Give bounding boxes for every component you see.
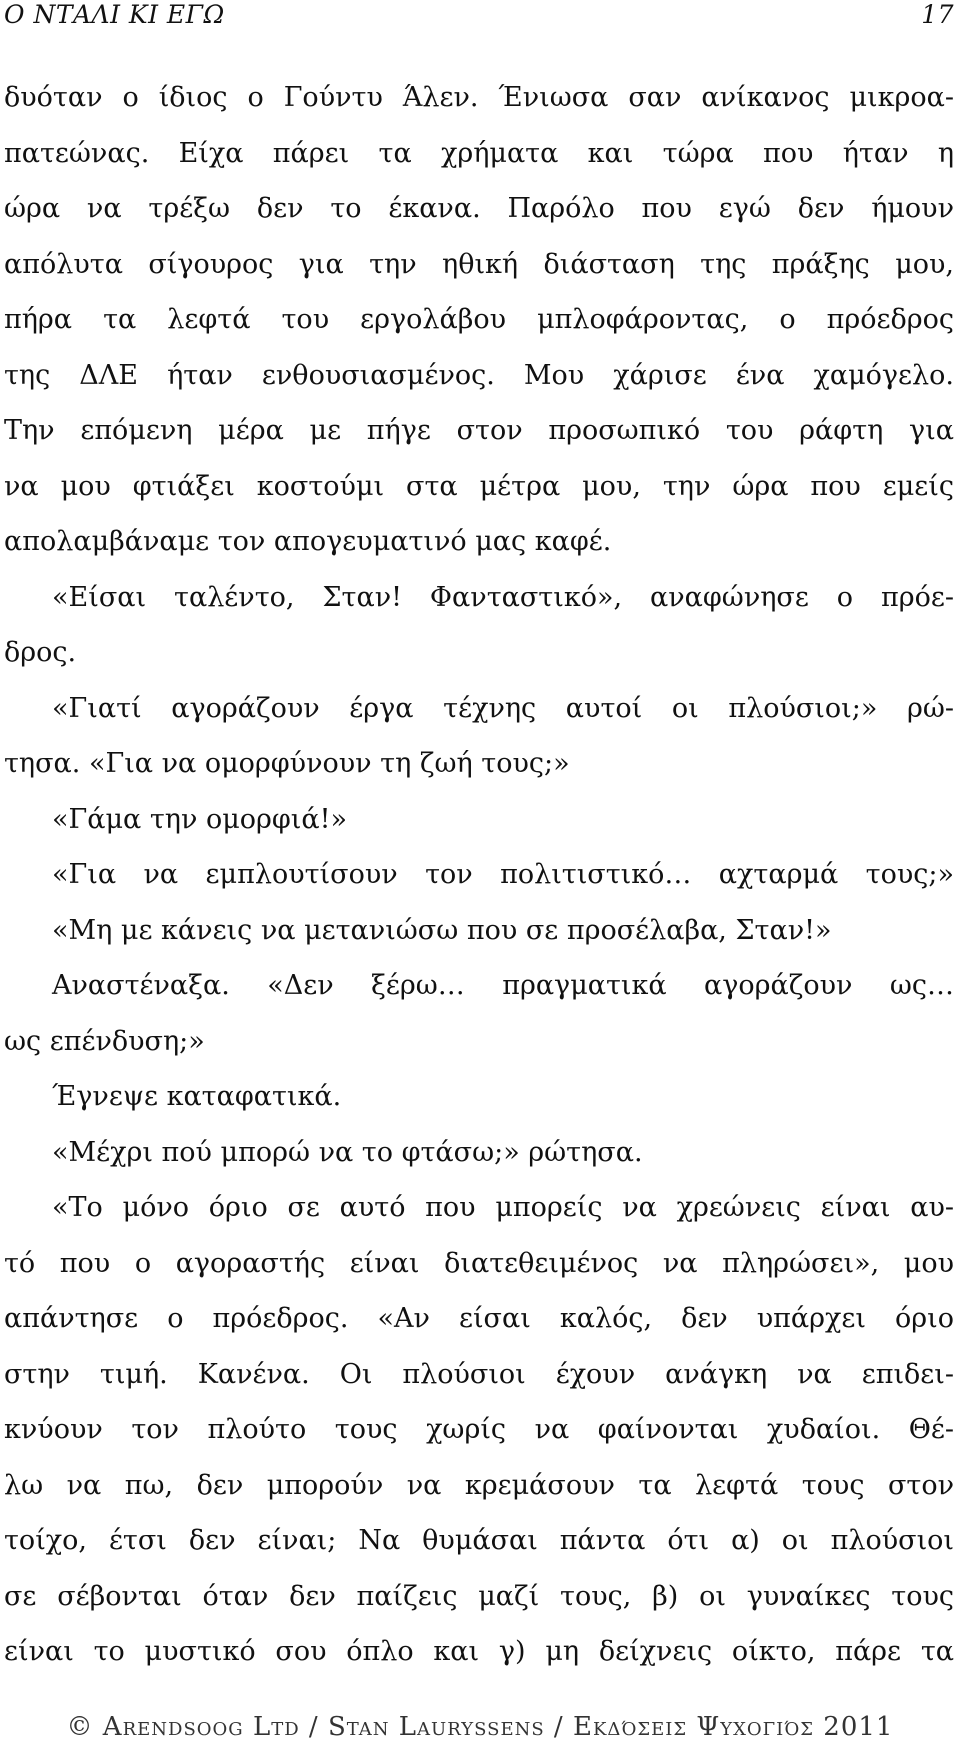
text-line: πατεώνας. Είχα πάρει τα χρήματα και τώρα που ήταν η xyxy=(4,137,954,169)
running-head-title: Ο ΝΤΑΛΙ ΚΙ ΕΓΩ xyxy=(4,0,225,29)
text-line: τό που ο αγοραστής είναι διατεθειμένος να πληρώσει», μου xyxy=(4,1247,954,1279)
text-line: πήρα τα λεφτά του εργολάβου μπλοφάροντας, ο πρόεδρος xyxy=(4,304,954,335)
text-line: ως επένδυση;» xyxy=(4,1025,205,1057)
text-line: της ΔΛΕ ήταν ενθουσιασμένος. Μου χάρισε ένα χαμόγελο. xyxy=(4,359,954,391)
text-line: στην τιμή. Κανένα. Οι πλούσιοι έχουν ανάγκη να επιδει- xyxy=(4,1358,954,1390)
text-line: «Είσαι ταλέντο, Σταν! Φανταστικό», αναφώνησε ο πρόε- xyxy=(52,581,954,613)
text-line: δυόταν ο ίδιος ο Γούντυ Άλεν. Ένιωσα σαν ανίκανος μικροα- xyxy=(4,82,954,113)
copyright-footer: © Arendsoog Ltd / Stan Lauryssens / Εκδόσεις Ψυχογιός 2011 xyxy=(66,1712,894,1742)
text-line: «Μη με κάνεις να μετανιώσω που σε προσέλαβα, Σταν!» xyxy=(52,914,832,946)
text-line: λω να πω, δεν μπορούν να κρεμάσουν τα λεφτά τους στον xyxy=(4,1469,954,1501)
text-line: «Γιατί αγοράζουν έργα τέχνης αυτοί οι πλούσιοι;» ρώ- xyxy=(52,692,954,724)
text-line: «Για να εμπλουτίσουν τον πολιτιστικό… αχταρμά τους;» xyxy=(52,859,954,890)
text-line: τοίχο, έτσι δεν είναι; Να θυμάσαι πάντα ότι α) οι πλούσιοι xyxy=(4,1525,954,1556)
text-line: να μου φτιάξει κοστούμι στα μέτρα μου, την ώρα που εμείς xyxy=(4,470,954,502)
text-line: απολαμβάναμε τον απογευματινό μας καφέ. xyxy=(4,526,612,557)
text-line: δρος. xyxy=(4,637,77,668)
text-line: κνύουν τον πλούτο τους χωρίς να φαίνονται χυδαίοι. Θέ- xyxy=(4,1414,954,1445)
body-text xyxy=(4,70,954,1680)
text-line: Έγνεψε καταφατικά. xyxy=(52,1081,342,1112)
text-line: «Το μόνο όριο σε αυτό που μπορείς να χρεώνεις είναι αυ- xyxy=(52,1192,954,1223)
text-line: Την επόμενη μέρα με πήγε στον προσωπικό του ράφτη για xyxy=(4,415,954,446)
text-line: ώρα να τρέξω δεν το έκανα. Παρόλο που εγώ δεν ήμουν xyxy=(4,193,954,224)
text-line: είναι το μυστικό σου όπλο και γ) μη δείχνεις οίκτο, πάρε τα xyxy=(4,1636,954,1667)
page-number: 17 xyxy=(921,0,954,29)
text-line: απάντησε ο πρόεδρος. «Αν είσαι καλός, δεν υπάρχει όριο xyxy=(4,1303,954,1334)
text-line: «Γάμα την ομορφιά!» xyxy=(52,803,347,835)
text-line: σε σέβονται όταν δεν παίζεις μαζί τους, β) οι γυναίκες τους xyxy=(4,1580,954,1612)
text-line: «Μέχρι πού μπορώ να το φτάσω;» ρώτησα. xyxy=(52,1136,643,1168)
text-line: απόλυτα σίγουρος για την ηθική διάσταση της πράξης μου, xyxy=(4,248,954,280)
text-line: Αναστέναξα. «Δεν ξέρω… πραγματικά αγοράζουν ως… xyxy=(52,970,954,1001)
text-line: τησα. «Για να ομορφύνουν τη ζωή τους;» xyxy=(4,748,570,779)
running-head xyxy=(4,0,954,30)
